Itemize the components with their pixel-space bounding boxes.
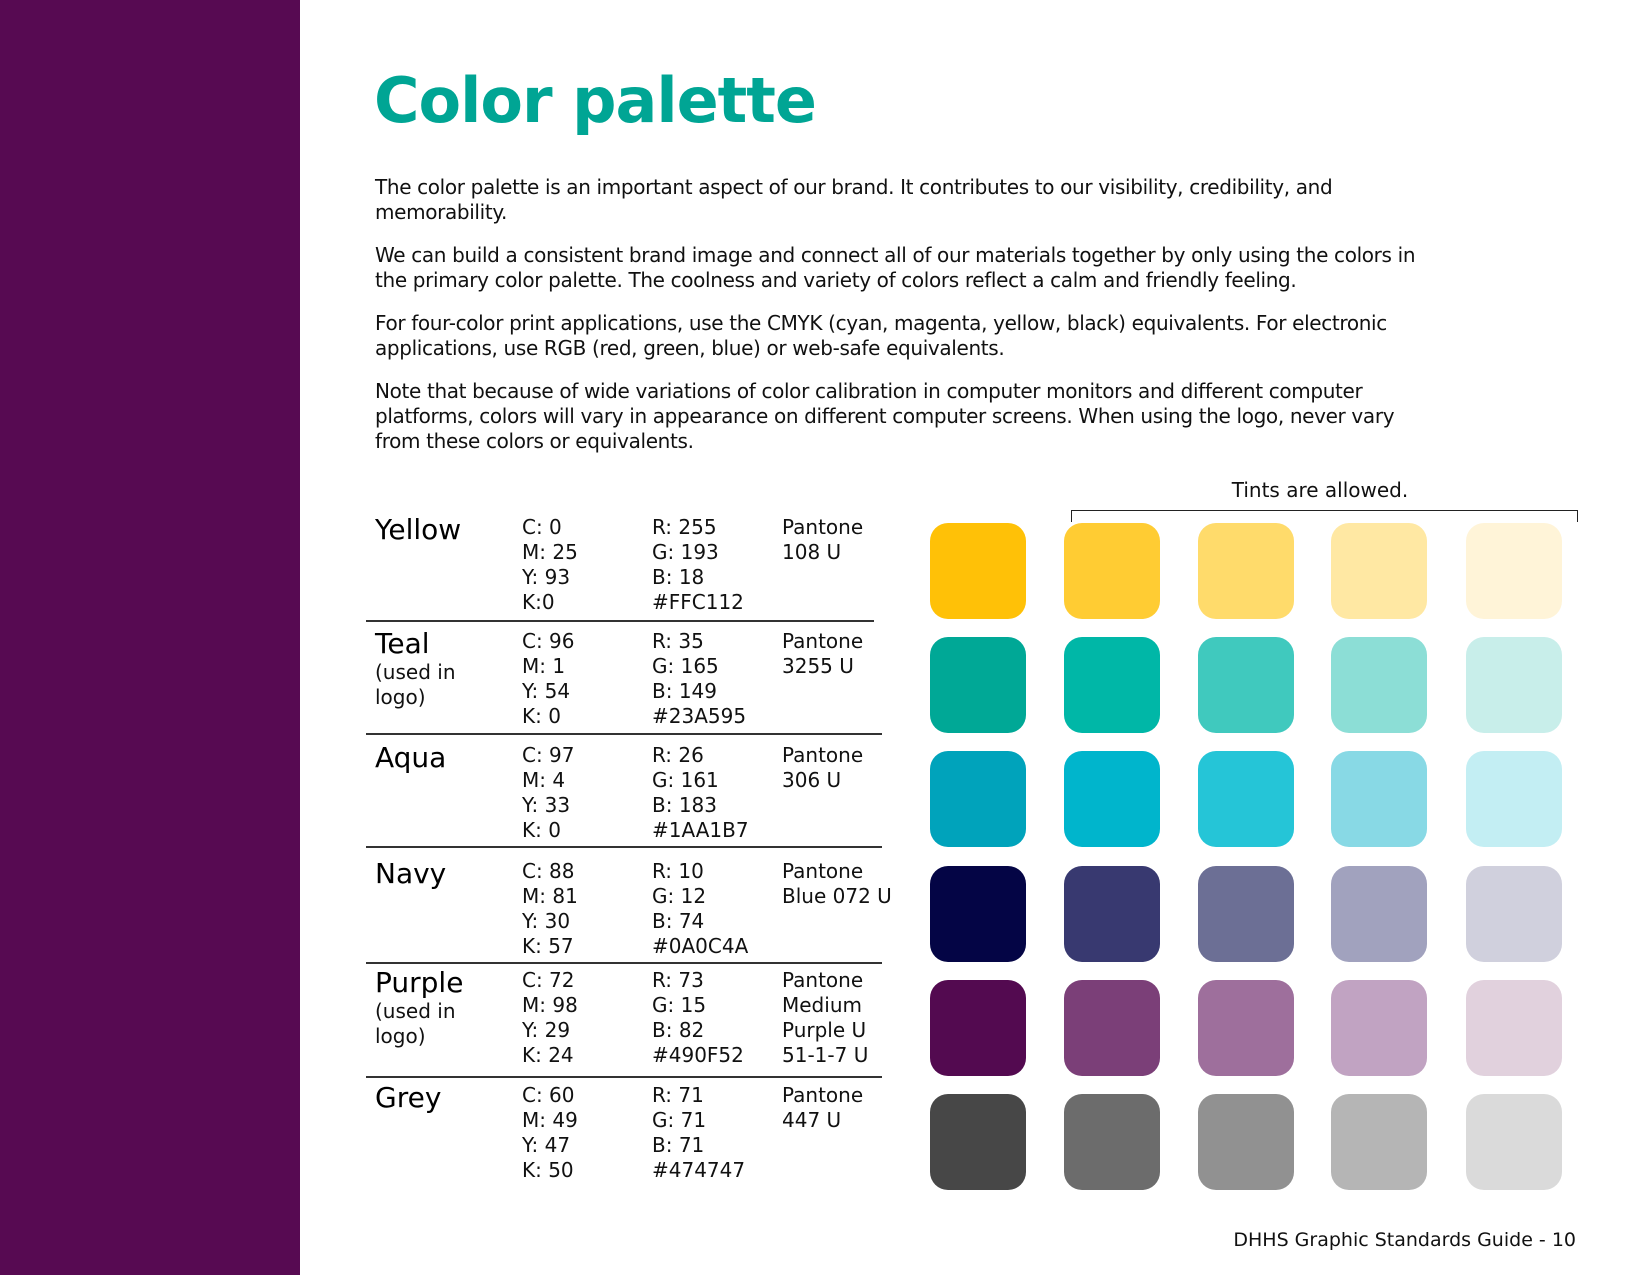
swatch-row-aqua (930, 751, 1580, 849)
pantone-line: Pantone (782, 629, 864, 653)
cmyk-line: Y: 29 (522, 1018, 571, 1042)
rgb-line: R: 255 (652, 515, 717, 539)
tint-swatch (1331, 1094, 1427, 1190)
pantone-values (782, 629, 863, 679)
color-name: Purple (375, 966, 464, 999)
tints-label: Tints are allowed. (1231, 478, 1409, 502)
cmyk-line: C: 60 (522, 1083, 575, 1107)
color-swatch (930, 523, 1026, 619)
rgb-line: #474747 (652, 1158, 746, 1182)
rgb-line: R: 73 (652, 968, 704, 992)
rgb-line: G: 165 (652, 654, 719, 678)
color-name: Aqua (375, 741, 447, 774)
rgb-line: B: 183 (652, 793, 717, 817)
color-swatch (930, 751, 1026, 847)
tint-swatch (1466, 1094, 1562, 1190)
color-name-cell (375, 858, 446, 890)
color-name: Yellow (375, 513, 462, 546)
cmyk-values (522, 1083, 578, 1183)
rgb-values (652, 629, 746, 729)
tint-swatch (1198, 523, 1294, 619)
cmyk-line: K: 24 (522, 1043, 574, 1067)
cmyk-line: C: 72 (522, 968, 575, 992)
intro-paragraph: Note that because of wide variations of color calibration in computer monitors and different computer platforms, colors will vary in appearance on different computer screens. When using the logo, never vary from these colors or equivalents. (375, 379, 1395, 453)
row-divider (366, 733, 882, 735)
cmyk-line: C: 0 (522, 515, 562, 539)
rgb-line: #FFC112 (652, 590, 744, 614)
color-name-cell (375, 967, 475, 1049)
pantone-line: Pantone (782, 968, 864, 992)
tint-swatch (1064, 980, 1160, 1076)
cmyk-values (522, 859, 578, 959)
cmyk-line: Y: 33 (522, 793, 571, 817)
rgb-line: #1AA1B7 (652, 818, 749, 842)
sidebar-band (0, 0, 300, 1275)
rgb-values (652, 515, 744, 615)
cmyk-line: M: 1 (522, 654, 566, 678)
rgb-values (652, 1083, 745, 1183)
pantone-line: 3255 U (782, 654, 854, 678)
row-divider (366, 620, 874, 622)
swatch-row-navy (930, 866, 1580, 964)
swatch-row-purple (930, 980, 1580, 1078)
pantone-line: Pantone (782, 1083, 864, 1107)
cmyk-line: K: 0 (522, 818, 561, 842)
row-divider (366, 962, 882, 964)
cmyk-line: K: 57 (522, 934, 574, 958)
cmyk-line: Y: 47 (522, 1133, 571, 1157)
cmyk-line: M: 4 (522, 768, 566, 792)
tint-swatch (1064, 1094, 1160, 1190)
pantone-values (782, 1083, 863, 1133)
tint-swatch (1064, 751, 1160, 847)
tint-swatch (1198, 637, 1294, 733)
rgb-line: G: 71 (652, 1108, 707, 1132)
tint-swatch (1466, 637, 1562, 733)
pantone-line: Blue 072 U (782, 884, 892, 908)
pantone-line: Pantone (782, 743, 864, 767)
cmyk-values (522, 968, 578, 1068)
rgb-line: B: 71 (652, 1133, 705, 1157)
tint-swatch (1198, 1094, 1294, 1190)
cmyk-line: Y: 54 (522, 679, 571, 703)
rgb-line: R: 10 (652, 859, 704, 883)
rgb-line: G: 15 (652, 993, 707, 1017)
tint-swatch (1064, 866, 1160, 962)
pantone-line: 108 U (782, 540, 842, 564)
intro-paragraph: The color palette is an important aspect of our brand. It contributes to our visibility, credibility, and memorability. (375, 175, 1333, 224)
tints-bracket (1071, 510, 1578, 522)
cmyk-values (522, 743, 575, 843)
color-name-cell (375, 628, 475, 710)
tint-swatch (1331, 980, 1427, 1076)
pantone-values (782, 859, 892, 909)
rgb-line: #23A595 (652, 704, 747, 728)
cmyk-values (522, 515, 578, 615)
rgb-line: R: 35 (652, 629, 704, 653)
page-title: Color palette (374, 64, 816, 137)
color-name: Teal (375, 627, 430, 660)
cmyk-line: M: 25 (522, 540, 578, 564)
pantone-line: 306 U (782, 768, 842, 792)
swatch-row-yellow (930, 523, 1580, 621)
pantone-line: Medium (782, 993, 862, 1017)
cmyk-line: M: 81 (522, 884, 578, 908)
color-swatch (930, 637, 1026, 733)
cmyk-line: C: 96 (522, 629, 575, 653)
pantone-values (782, 968, 868, 1068)
tint-swatch (1064, 637, 1160, 733)
color-name-cell (375, 742, 446, 774)
tint-swatch (1331, 523, 1427, 619)
page-footer: DHHS Graphic Standards Guide - 10 (1233, 1229, 1576, 1251)
cmyk-line: C: 97 (522, 743, 575, 767)
swatch-row-teal (930, 637, 1580, 735)
rgb-line: #0A0C4A (652, 934, 749, 958)
tint-swatch (1198, 980, 1294, 1076)
rgb-line: B: 18 (652, 565, 705, 589)
rgb-values (652, 743, 749, 843)
cmyk-line: C: 88 (522, 859, 575, 883)
rgb-line: B: 149 (652, 679, 717, 703)
rgb-values (652, 859, 748, 959)
pantone-line: 51-1-7 U (782, 1043, 869, 1067)
color-name-cell (375, 1082, 441, 1114)
color-swatch (930, 1094, 1026, 1190)
rgb-line: #490F52 (652, 1043, 744, 1067)
rgb-line: B: 74 (652, 909, 705, 933)
cmyk-line: M: 98 (522, 993, 578, 1017)
intro-paragraph: For four-color print applications, use the CMYK (cyan, magenta, yellow, black) equivalents. For electronic applications, use RGB (red, green, blue) or web-safe equivalents. (375, 311, 1387, 360)
rgb-line: R: 26 (652, 743, 704, 767)
pantone-line: Purple U (782, 1018, 867, 1042)
cmyk-line: Y: 93 (522, 565, 571, 589)
color-note: (used in logo) (375, 999, 456, 1048)
rgb-line: G: 161 (652, 768, 719, 792)
rgb-line: G: 193 (652, 540, 719, 564)
pantone-values (782, 743, 863, 793)
tint-swatch (1198, 866, 1294, 962)
pantone-line: Pantone (782, 859, 864, 883)
rgb-line: G: 12 (652, 884, 707, 908)
intro-paragraph: We can build a consistent brand image and connect all of our materials together by only using the colors in the primary color palette. The coolness and variety of colors reflect a calm and friendly feeling. (375, 243, 1416, 292)
color-name: Grey (375, 1081, 442, 1114)
color-name-cell (375, 514, 461, 546)
row-divider (366, 846, 882, 848)
swatch-row-grey (930, 1094, 1580, 1192)
rgb-line: R: 71 (652, 1083, 704, 1107)
color-swatch (930, 980, 1026, 1076)
cmyk-line: K: 50 (522, 1158, 574, 1182)
pantone-line: 447 U (782, 1108, 842, 1132)
row-divider (366, 1076, 882, 1078)
cmyk-line: Y: 30 (522, 909, 571, 933)
rgb-line: B: 82 (652, 1018, 705, 1042)
tint-swatch (1466, 980, 1562, 1076)
color-name: Navy (375, 857, 447, 890)
rgb-values (652, 968, 744, 1068)
tint-swatch (1331, 866, 1427, 962)
tint-swatch (1466, 866, 1562, 962)
tint-swatch (1331, 751, 1427, 847)
color-swatch (930, 866, 1026, 962)
cmyk-line: M: 49 (522, 1108, 578, 1132)
cmyk-line: K:0 (522, 590, 555, 614)
tint-swatch (1198, 751, 1294, 847)
tint-swatch (1331, 637, 1427, 733)
cmyk-line: K: 0 (522, 704, 561, 728)
tint-swatch (1466, 523, 1562, 619)
tint-swatch (1466, 751, 1562, 847)
pantone-line: Pantone (782, 515, 864, 539)
cmyk-values (522, 629, 575, 729)
tint-swatch (1064, 523, 1160, 619)
intro-text (375, 175, 1435, 472)
pantone-values (782, 515, 863, 565)
color-note: (used in logo) (375, 660, 456, 709)
